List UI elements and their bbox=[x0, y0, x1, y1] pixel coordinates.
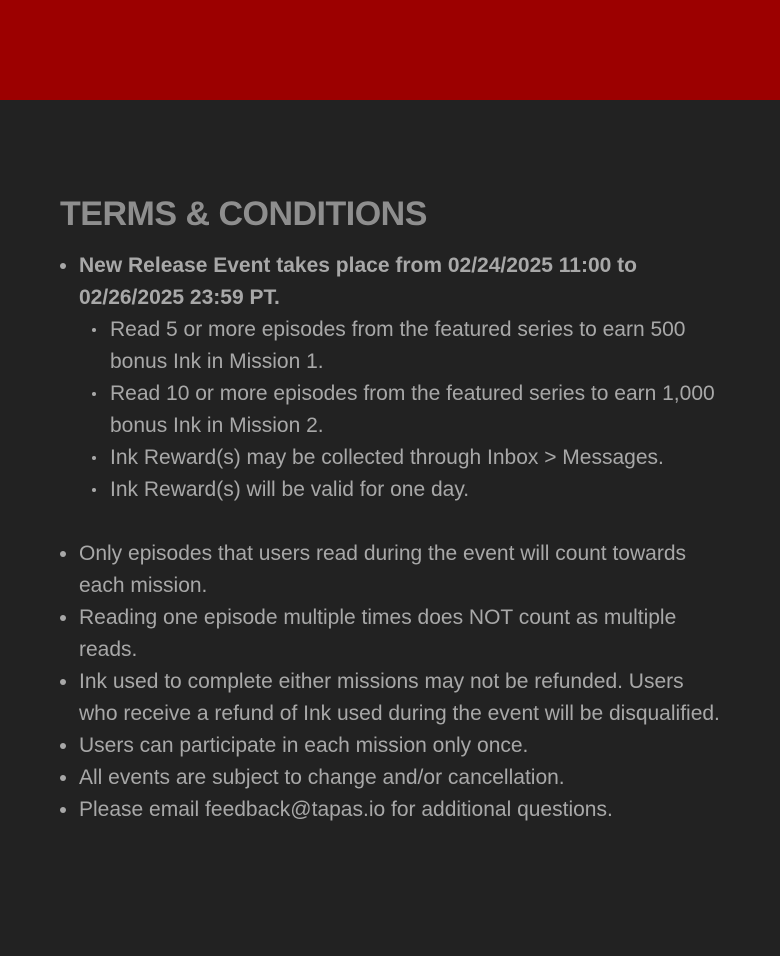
terms-heading: TERMS & CONDITIONS bbox=[60, 195, 427, 233]
terms-list bbox=[60, 250, 720, 826]
mission-detail-item: Ink Reward(s) will be valid for one day. bbox=[79, 474, 720, 506]
terms-list-item: All events are subject to change and/or cancellation. bbox=[60, 762, 720, 794]
terms-list-item: Only episodes that users read during the event will count towards each mission. bbox=[60, 538, 720, 602]
top-banner bbox=[0, 0, 780, 100]
mission-detail-item: Read 10 or more episodes from the featured series to earn 1,000 bonus Ink in Mission 2. bbox=[79, 378, 720, 442]
mission-details-list bbox=[79, 314, 720, 506]
terms-list-item: Reading one episode multiple times does NOT count as multiple reads. bbox=[60, 602, 720, 666]
event-period-text: New Release Event takes place from 02/24/2025 11:00 to 02/26/2025 23:59 PT. bbox=[79, 254, 637, 309]
mission-detail-item: Read 5 or more episodes from the featured series to earn 500 bonus Ink in Mission 1. bbox=[79, 314, 720, 378]
terms-list-item: Users can participate in each mission only once. bbox=[60, 730, 720, 762]
terms-list-item: Ink used to complete either missions may not be refunded. Users who receive a refund of Ink used during the event will be disqualified. bbox=[60, 666, 720, 730]
terms-list-item-event-period bbox=[60, 250, 720, 506]
terms-list-item: Please email feedback@tapas.io for additional questions. bbox=[60, 794, 720, 826]
mission-detail-item: Ink Reward(s) may be collected through Inbox > Messages. bbox=[79, 442, 720, 474]
terms-section bbox=[0, 100, 780, 826]
